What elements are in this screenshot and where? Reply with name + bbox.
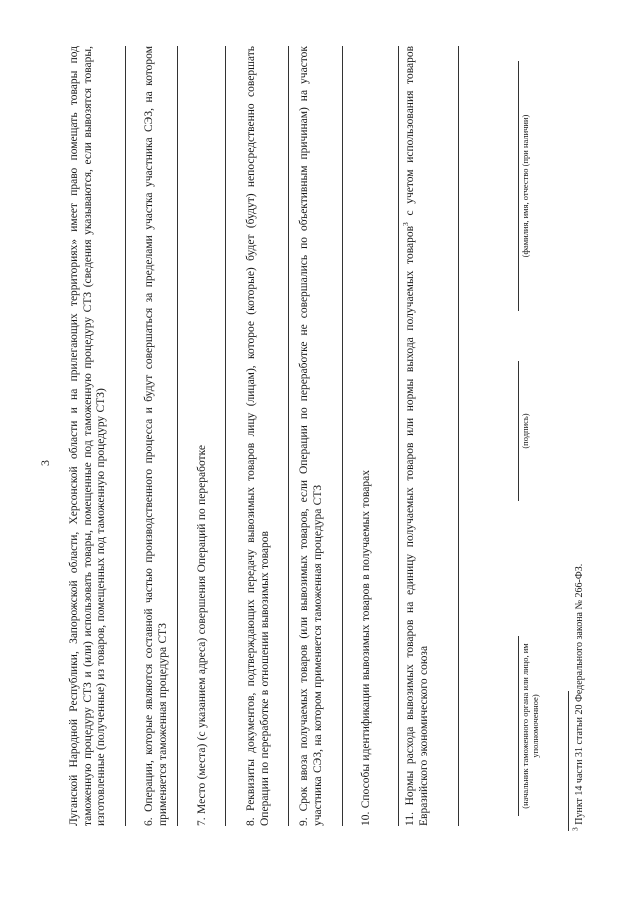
footnote-ref-3: 3	[401, 222, 411, 226]
name-caption: (фамилия, имя, отчество (при наличии)	[520, 114, 530, 258]
signature-line-official	[518, 636, 519, 816]
blank-line	[342, 46, 343, 826]
section-7: 7. Место (места) (с указанием адреса) совершения Операций по переработке	[196, 445, 208, 826]
section-6: 6. Операции, которые являются составной частью производственного процесса и будут совершаться за пределами участка участника СЭЗ, на котором применяется таможенная процедура СТЗ	[143, 46, 169, 826]
blank-line	[125, 46, 126, 826]
signature-caption: (подпись)	[520, 413, 530, 449]
blank-line	[288, 46, 289, 826]
blank-line	[398, 46, 399, 826]
official-caption: (начальник таможенного органа или лицо, им уполномоченное)	[520, 643, 540, 809]
section-9: 9. Срок ввоза получаемых товаров (или вывозимых товаров, если Операции по переработке не совершались по объективным причинам) на участок участника СЭЗ, на котором применяется таможенная процедура СТЗ	[298, 46, 324, 826]
signature-line-name	[518, 61, 519, 311]
footnote	[570, 331, 586, 831]
intro-paragraph: Луганской Народной Республики, Запорожской области, Херсонской области и на прилегающих территориях» имеет право помещать товары под таможенную процедуру СТЗ и (или) использовать товары, помещенные под таможенную процедуру СТЗ (сведения указываются, если вывозятся товары, изготовленные (полученные) из товаров, помещенных под таможенную процедуру СТЗ)	[68, 46, 107, 826]
footnote-mark: 3	[570, 827, 580, 831]
blank-line	[225, 46, 226, 826]
blank-line	[177, 46, 178, 826]
section-11-text: 11. Нормы расхода вывозимых товаров на единицу получаемых товаров или нормы выхода получаемых товаров	[404, 225, 416, 826]
footnote-text: Пункт 14 части 31 статьи 20 Федерального закона № 266-ФЗ.	[574, 563, 585, 825]
footnote-separator	[568, 691, 569, 831]
page-number: 3	[38, 460, 52, 466]
section-8: 8. Реквизиты документов, подтверждающих передачу вывозимых товаров лицу (лицам), которое (которые) будет (будут) непосредственно совершать Операции по переработке в отношении вывозимых товаров	[245, 46, 271, 826]
blank-line	[458, 46, 459, 826]
section-11-text-end: с учетом использования товаров Евразийского экономического союза	[404, 45, 430, 826]
section-11	[401, 45, 431, 826]
signature-line-sign	[518, 361, 519, 501]
section-10: 10. Способы идентификации вывозимых товаров в получаемых товарах	[360, 470, 372, 826]
